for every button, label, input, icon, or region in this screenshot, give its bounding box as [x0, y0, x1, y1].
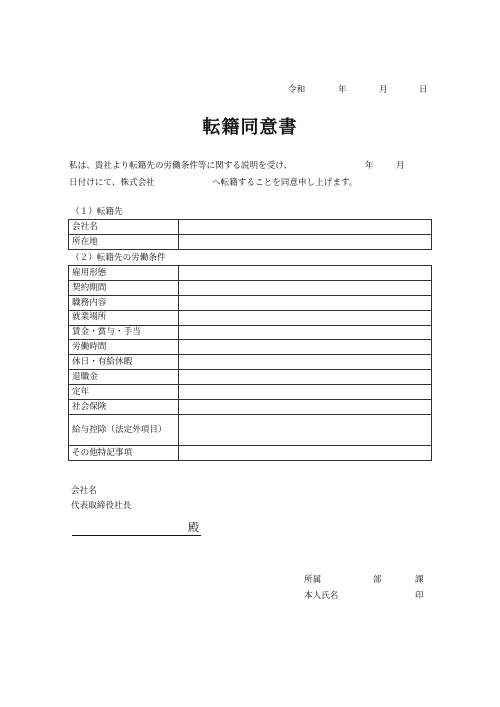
row-value-contract-period[interactable]	[179, 280, 432, 295]
row-label-holidays: 休日・有給休暇	[69, 355, 179, 370]
row-label-payroll-deductions: 給与控除（法定外項目）	[69, 414, 179, 445]
row-label-job-description: 職務内容	[69, 295, 179, 310]
row-label-working-hours: 労働時間	[69, 340, 179, 355]
table-row	[69, 280, 432, 295]
signature-name-label: 本人氏名	[304, 591, 339, 601]
transfer-destination-table	[68, 219, 432, 250]
row-label-workplace: 就業場所	[69, 310, 179, 325]
paragraph-line-2: 日付けにて、株式会社	[69, 178, 155, 188]
table-row	[69, 310, 432, 325]
row-value-retirement-age[interactable]	[179, 385, 432, 400]
table-row	[69, 385, 432, 400]
row-value-social-insurance[interactable]	[179, 400, 432, 415]
row-value-retirement-allowance[interactable]	[179, 370, 432, 385]
row-label-retirement-age: 定年	[69, 385, 179, 400]
row-value-job-description[interactable]	[179, 295, 432, 310]
table-row	[69, 220, 432, 235]
document-title: 転籍同意書	[202, 117, 298, 138]
recipient-company: 会社名	[71, 486, 97, 496]
paragraph-line-2-rest: へ転籍することを同意申し上げます。	[212, 178, 358, 188]
table-row	[69, 266, 432, 281]
table-row	[69, 400, 432, 415]
seal-mark: 印	[415, 591, 424, 601]
recipient-name-line[interactable]	[72, 535, 201, 536]
paragraph-line-1: 私は、貴社より転籍先の労働条件等に関する説明を受け、	[69, 161, 293, 171]
row-value-workplace[interactable]	[179, 310, 432, 325]
signature-section: 課	[415, 575, 424, 585]
row-label-address: 所在地	[69, 234, 179, 249]
recipient-president: 代表取締役社長	[71, 501, 132, 511]
paragraph-year: 年	[365, 161, 374, 171]
row-label-contract-period: 契約期間	[69, 280, 179, 295]
table-row	[69, 370, 432, 385]
row-label-retirement-allowance: 退職金	[69, 370, 179, 385]
recipient-honorific: 殿	[188, 521, 199, 534]
row-label-employment-type: 雇用形態	[69, 266, 179, 281]
table-row	[69, 325, 432, 340]
row-value-address[interactable]	[179, 234, 432, 249]
section-1-heading: （１）転籍先	[71, 207, 123, 217]
row-value-wages[interactable]	[179, 325, 432, 340]
table-row	[69, 414, 432, 445]
row-label-social-insurance: 社会保険	[69, 400, 179, 415]
table-row	[69, 295, 432, 310]
paragraph-month: 月	[396, 161, 405, 171]
table-row	[69, 234, 432, 249]
table-row	[69, 355, 432, 370]
working-conditions-table	[68, 265, 432, 461]
date-era: 令和	[288, 85, 306, 95]
signature-department: 部	[373, 575, 382, 585]
table-row	[69, 340, 432, 355]
row-value-employment-type[interactable]	[179, 266, 432, 281]
row-value-payroll-deductions[interactable]	[179, 414, 432, 445]
date-month: 月	[379, 85, 388, 95]
row-value-working-hours[interactable]	[179, 340, 432, 355]
row-value-holidays[interactable]	[179, 355, 432, 370]
row-label-special-notes: その他特記事項	[69, 445, 179, 460]
signature-affiliation-label: 所属	[304, 575, 322, 585]
row-label-company: 会社名	[69, 220, 179, 235]
date-day: 日	[419, 85, 428, 95]
row-value-company[interactable]	[179, 220, 432, 235]
date-year: 年	[338, 85, 347, 95]
row-value-special-notes[interactable]	[179, 445, 432, 460]
section-2-heading: （２）転籍先の労働条件	[71, 253, 166, 263]
table-row	[69, 445, 432, 460]
row-label-wages: 賃金・賞与・手当	[69, 325, 179, 340]
